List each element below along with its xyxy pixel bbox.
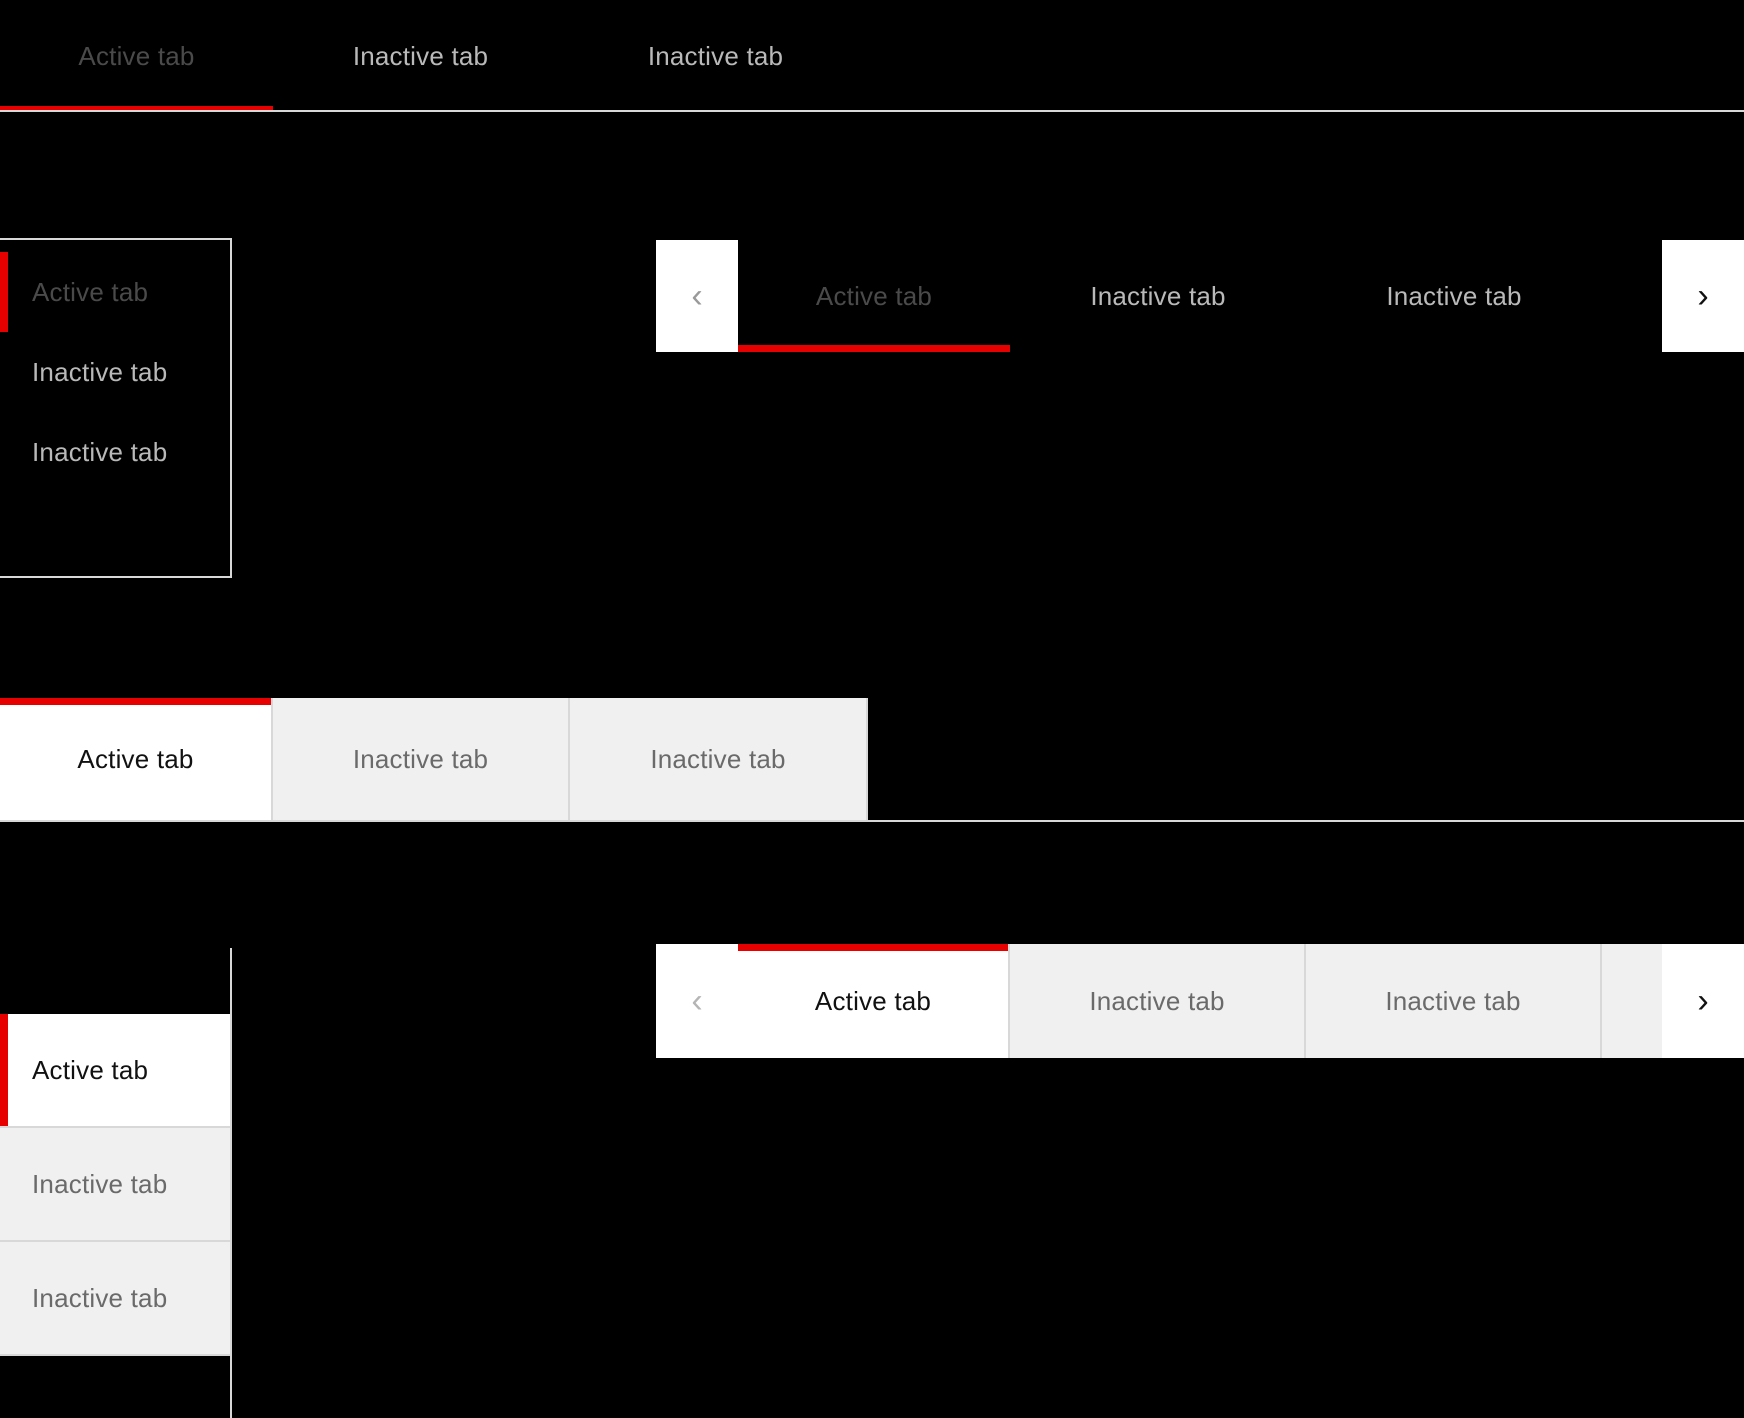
tab-dark-vertical-1[interactable]: [0, 332, 232, 412]
dark-vertical-tabs: [0, 238, 232, 578]
tab-label: Active tab: [814, 985, 932, 1016]
tab-label: Active tab: [77, 743, 194, 774]
tab-dark-vertical-0[interactable]: [0, 252, 232, 332]
tab-label: Active tab: [32, 1054, 149, 1085]
tab-light-horizontal-1[interactable]: [273, 698, 570, 820]
tab-light-horizontal-2[interactable]: [570, 698, 868, 820]
tab-light-scroll-1[interactable]: [1010, 944, 1306, 1058]
tab-label: Inactive tab: [352, 40, 489, 71]
tab-dark-scroll-1[interactable]: [1010, 240, 1306, 352]
tab-dark-horizontal-2[interactable]: [568, 0, 863, 112]
tab-label: Inactive tab: [32, 436, 168, 467]
dark-horizontal-tabs: [0, 0, 1744, 112]
tab-dark-horizontal-1[interactable]: [273, 0, 568, 112]
light-scrollable-tabs: [656, 944, 1744, 1058]
tab-label: Inactive tab: [1089, 985, 1225, 1016]
chevron-left-icon[interactable]: ‹: [656, 944, 738, 1058]
section-divider: [0, 820, 1744, 822]
tab-light-vertical-0[interactable]: [0, 1014, 230, 1128]
tab-light-scroll-0[interactable]: [738, 944, 1010, 1058]
tab-light-vertical-1[interactable]: [0, 1128, 230, 1242]
dark-scroll-strip: [738, 240, 1662, 352]
dark-scrollable-tabs: [656, 240, 1744, 352]
tab-strip-filler: [1602, 944, 1662, 1058]
tab-label: Inactive tab: [352, 743, 489, 774]
tab-dark-vertical-2[interactable]: [0, 412, 232, 492]
light-scroll-strip: [738, 944, 1662, 1058]
tab-dark-horizontal-0[interactable]: [0, 0, 273, 112]
chevron-right-icon[interactable]: ›: [1662, 944, 1744, 1058]
tab-label: Inactive tab: [1385, 985, 1521, 1016]
chevron-right-icon[interactable]: ›: [1662, 240, 1744, 352]
light-horizontal-tabs: [0, 698, 868, 820]
tab-label: Active tab: [78, 40, 195, 71]
chevron-left-icon[interactable]: ‹: [656, 240, 738, 352]
tab-label: Inactive tab: [1090, 280, 1226, 311]
tabbar-divider: [0, 110, 1744, 112]
tab-label: Inactive tab: [650, 743, 786, 774]
tab-dark-scroll-0[interactable]: [738, 240, 1010, 352]
tab-light-vertical-2[interactable]: [0, 1242, 230, 1356]
tab-light-horizontal-0[interactable]: [0, 698, 273, 820]
tab-dark-scroll-2[interactable]: [1306, 240, 1602, 352]
tab-label: Inactive tab: [32, 1282, 168, 1313]
tab-light-scroll-2[interactable]: [1306, 944, 1602, 1058]
tab-label: Active tab: [32, 276, 149, 307]
tab-label: Active tab: [815, 280, 933, 311]
tab-label: Inactive tab: [32, 356, 168, 387]
tab-label: Inactive tab: [647, 40, 784, 71]
tab-label: Inactive tab: [32, 1168, 168, 1199]
light-vertical-tabs: [0, 948, 232, 1418]
tab-label: Inactive tab: [1386, 280, 1522, 311]
